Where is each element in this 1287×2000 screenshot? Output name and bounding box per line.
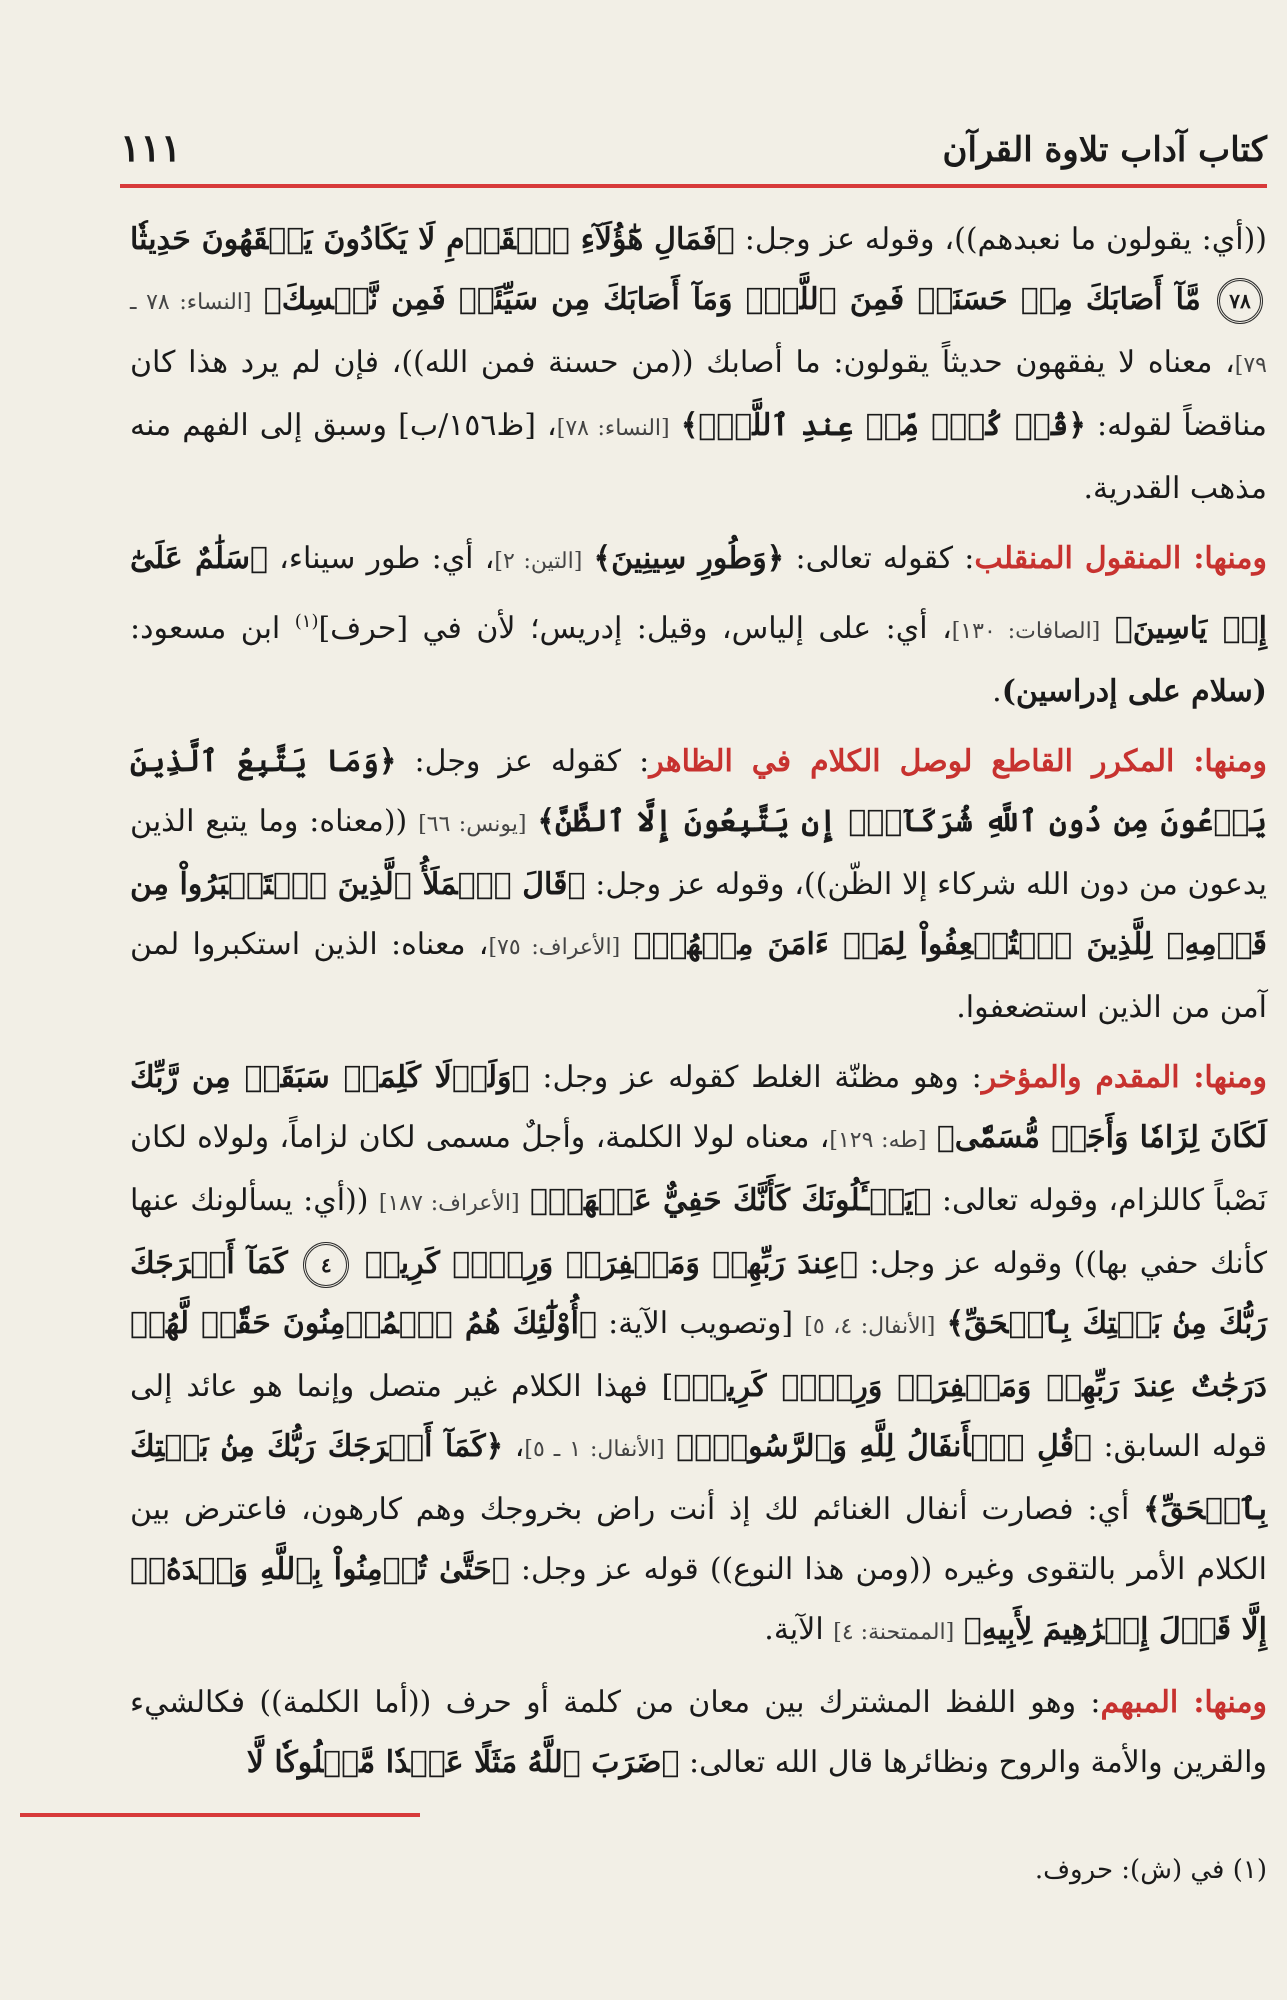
text: ، معناه لا يفقهون حديثاً يقولون: ما أصابك ((من حسنة فمن الله))، فإن لم يرد هذا كان مناقضاً لقوله:	[130, 345, 1267, 443]
section-heading: ومنها: المنقول المنقلب	[974, 541, 1267, 576]
text: ، [ظ١٥٦/ب] وسبق إلى الفهم منه مذهب القدرية.	[130, 408, 1267, 506]
quran-quote: ﴿وَطُورِ سِينِينَ﴾	[593, 541, 785, 576]
text: : وهو مظنّة الغلط كقوله عز وجل:	[529, 1060, 982, 1095]
quran-quote: مَّآ أَصَابَكَ مِنۡ حَسَنَةٖ فَمِنَ ٱللَّهِۖ وَمَآ أَصَابَكَ مِن سَيِّئَةٖ فَمِن نَّفۡسِكَ﴾	[263, 282, 1201, 317]
text: الآية.	[764, 1612, 834, 1647]
verse-reference: [الأعراف: ١٨٧]	[378, 1191, 520, 1216]
quran-quote: ﴿وَلَوۡلَا كَلِمَةٞ سَبَقَتۡ مِن رَّبِّكَ لَكَانَ لِزَامٗا وَأَجَلٞ مُّسَمّٗى﴾	[130, 1060, 1267, 1155]
verse-reference: [النساء: ٧٨ ـ ٧٩]	[130, 290, 1267, 378]
running-title: كتاب آداب تلاوة القرآن	[942, 130, 1267, 170]
text: ، أي: على إلياس، وقيل: إدريس؛ لأن في [حرف]	[318, 611, 952, 646]
quran-quote: ﴿عِندَ رَبِّهِمۡ وَمَغۡفِرَةٞ وَرِزۡقٞ كَرِيمٞ	[364, 1246, 858, 1281]
quran-quote: ﴿كَمَآ أَخۡرَجَكَ رَبُّكَ مِنۢ بَيۡتِكَ بِٱلۡحَقِّ﴾	[130, 1429, 1267, 1527]
page-header	[120, 110, 1267, 170]
verse-reference: [الممتحنة: ٤]	[833, 1620, 955, 1645]
text: أي: فصارت أنفال الغنائم لك إذ أنت راض بخروجك وهم كارهون، فاعترض بين الكلام الأمر بالتقوى وغيره ((ومن هذا النوع)) قوله عز وجل:	[130, 1492, 1267, 1587]
section-heading: ومنها: المبهم	[1100, 1685, 1267, 1720]
paragraph-3	[130, 732, 1267, 1038]
quran-quote: ﴿قَالَ ٱلۡمَلَأُ ٱلَّذِينَ ٱسۡتَكۡبَرُواْ مِن قَوۡمِهِۦ لِلَّذِينَ ٱسۡتُضۡعِفُواْ لِمَنۡ ءَامَنَ مِنۡهُمۡ﴾	[130, 867, 1268, 962]
page-number: ١١١	[120, 125, 182, 170]
text: ] فهذا الكلام غير متصل وإنما هو عائد إلى قوله السابق:	[130, 1369, 1267, 1464]
section-heading: ومنها: المقدم والمؤخر	[981, 1060, 1268, 1095]
text: ، أي: طور سيناء،	[267, 541, 495, 576]
verse-reference: [الأنفال: ١ ـ ٥]	[524, 1437, 665, 1462]
quran-quote: ﴿ضَرَبَ ٱللَّهُ مَثَلًا عَبۡدٗا مَّمۡلُوكٗا لَّا	[246, 1745, 680, 1780]
body-text	[130, 210, 1267, 1793]
text: : كقوله عز وجل:	[396, 744, 650, 779]
quran-quote: ﴿قُلۡ كُلّٞ مِّنۡ عِندِ ٱللَّهِۖ﴾	[680, 408, 1086, 443]
verse-reference: [الأنفال: ٤، ٥]	[804, 1314, 936, 1339]
quran-quote: ﴿وَمَا يَتَّبِعُ ٱلَّذِينَ يَدۡعُونَ مِن دُونِ ٱللَّهِ شُرَكَآءَۚ إِن يَتَّبِعُونَ إِلَّا ٱلظَّنَّ﴾	[130, 744, 1267, 839]
verse-reference: [طه: ١٢٩]	[829, 1128, 927, 1153]
text: ((معناه: وما يتبع الذين يدعون من دون الله شركاء إلا الظّن))، وقوله عز وجل:	[130, 804, 1268, 902]
text: ، معناه لولا الكلمة، وأجلٌ مسمى لكان لزاماً، ولولاه لكان نَصْباً كاللزام، وقوله تعالى:	[130, 1120, 1267, 1218]
text: [وتصويب الآية:	[596, 1306, 805, 1341]
footnote-rule	[20, 1813, 420, 1817]
paragraph-4	[130, 1048, 1267, 1663]
footnote-text: في (ش): حروف.	[1034, 1855, 1225, 1885]
verse-reference: [النساء: ٧٨]	[556, 416, 670, 441]
paragraph-1	[130, 210, 1267, 519]
verse-reference: [التين: ٢]	[494, 549, 583, 574]
quran-quote: ﴿أُوْلَٰٓئِكَ هُمُ ٱلۡمُؤۡمِنُونَ حَقّٗاۚ لَّهُمۡ دَرَجَٰتٌ عِندَ رَبِّهِمۡ وَمَغۡفِرَةٞ وَرِزۡقٞ كَرِيمٞ﴾	[130, 1306, 1268, 1404]
verse-number-marker: ٧٨	[1217, 278, 1263, 324]
quran-quote: كَمَآ أَخۡرَجَكَ رَبُّكَ مِنۢ بَيۡتِكَ بِٱلۡحَقِّ﴾	[130, 1246, 1267, 1341]
quran-quote: ﴿فَمَالِ هَٰٓؤُلَآءِ ٱلۡقَوۡمِ لَا يَكَادُونَ يَفۡقَهُونَ حَدِيثٗا	[130, 222, 735, 257]
quran-quote: ﴿يَسۡـَٔلُونَكَ كَأَنَّكَ حَفِيٌّ عَنۡهَاۖ﴾	[529, 1183, 932, 1218]
footnote-marker: (١)	[294, 611, 319, 632]
text: ابن مسعود:	[130, 611, 295, 646]
verse-reference: [الصافات: ١٣٠]	[951, 619, 1101, 644]
verse-reference: [الأعراف: ٧٥]	[488, 935, 621, 960]
bold-quote: (سلام على إدراسين)	[1001, 674, 1267, 709]
verse-reference: [يونس: ٦٦]	[418, 812, 527, 837]
text: ،	[503, 1429, 525, 1464]
section-heading: ومنها: المكرر القاطع لوصل الكلام في الظاهر	[649, 744, 1268, 779]
paragraph-5	[130, 1673, 1267, 1793]
text: : وهو اللفظ المشترك بين معان من كلمة أو حرف ((أما الكلمة)) فكالشيء والقرين والأمة والروح ونظائرها قال الله تعالى:	[130, 1685, 1267, 1780]
verse-number-marker: ٤	[303, 1242, 349, 1288]
header-rule	[120, 184, 1267, 188]
text: ((أي: يقولون ما نعبدهم))، وقوله عز وجل:	[734, 222, 1267, 257]
footnote	[130, 1850, 1267, 1890]
footnote-number: (١)	[1232, 1855, 1267, 1885]
text: : كقوله تعالى:	[784, 541, 975, 576]
quran-quote: ﴿حَتَّىٰ تُؤۡمِنُواْ بِٱللَّهِ وَحۡدَهُۥٓ إِلَّا قَوۡلَ إِبۡرَٰهِيمَ لِأَبِيهِ﴾	[130, 1552, 1267, 1647]
quran-quote: ﴿قُلِ ٱلۡأَنفَالُ لِلَّهِ وَٱلرَّسُولِۖ﴾	[676, 1429, 1093, 1464]
quran-quote: ﴿سَلَٰمٌ عَلَىٰٓ إِلۡ يَاسِينَ﴾	[130, 541, 1267, 646]
text: ، معناه: الذين استكبروا لمن آمن من الذين استضعفوا.	[130, 927, 1267, 1025]
paragraph-2	[130, 529, 1267, 722]
text: .	[992, 674, 1002, 709]
text: ((أي: يسألونك عنها كأنك حفي بها)) وقوله عز وجل:	[130, 1183, 1268, 1281]
